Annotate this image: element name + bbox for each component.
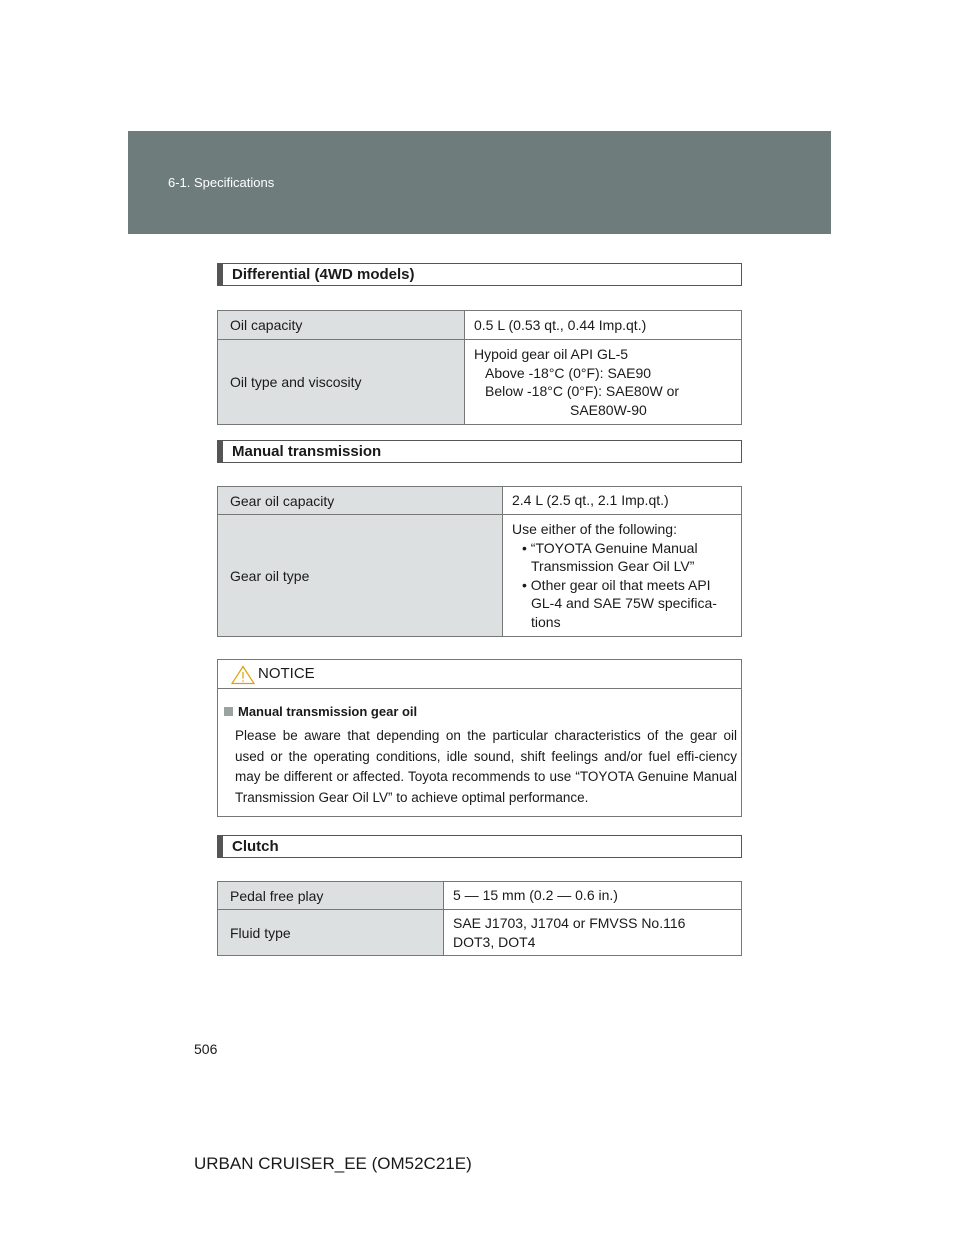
spec-line: SAE80W-90 (570, 401, 647, 418)
manual-transmission-spec-table (217, 486, 742, 637)
document-code: URBAN CRUISER_EE (OM52C21E) (194, 1154, 472, 1173)
spec-value: 5 — 15 mm (0.2 — 0.6 in.) (444, 882, 742, 910)
notice-heading: NOTICE (258, 665, 315, 682)
spec-line: DOT3, DOT4 (453, 933, 536, 950)
bullet-square-icon (224, 707, 233, 716)
spec-label: Oil capacity (218, 311, 465, 340)
table-row (218, 487, 742, 515)
spec-label: Gear oil capacity (218, 487, 503, 515)
warning-triangle-icon (231, 665, 255, 685)
spec-line: Below -18°C (0°F): SAE80W or (485, 383, 680, 399)
table-row (218, 311, 742, 340)
spec-value (503, 515, 742, 637)
table-row (218, 882, 742, 910)
notice-box (217, 659, 742, 817)
spec-value (465, 340, 742, 425)
spec-line: Use either of the following: (512, 521, 677, 537)
page-number: 506 (194, 1041, 218, 1057)
table-row (218, 515, 742, 637)
spec-label: Fluid type (218, 910, 444, 956)
spec-value: 0.5 L (0.53 qt., 0.44 Imp.qt.) (465, 311, 742, 340)
spec-value: 2.4 L (2.5 qt., 2.1 Imp.qt.) (503, 487, 742, 515)
notice-subheading (224, 704, 417, 719)
spec-line: GL-4 and SAE 75W specifica- (531, 595, 717, 611)
notice-subheading-text: Manual transmission gear oil (238, 704, 418, 719)
spec-line: Above -18°C (0°F): SAE90 (485, 364, 652, 381)
spec-line: • Other gear oil that meets API (522, 576, 711, 593)
spec-label: Pedal free play (218, 882, 444, 910)
table-row (218, 910, 742, 956)
section-title-clutch: Clutch (217, 835, 742, 858)
spec-line: Transmission Gear Oil LV” (531, 558, 695, 574)
spec-label: Oil type and viscosity (218, 340, 465, 425)
table-row (218, 340, 742, 425)
section-title-differential: Differential (4WD models) (217, 263, 742, 286)
spec-line: • “TOYOTA Genuine Manual (522, 539, 698, 556)
notice-body: Please be aware that depending on the particular characteristics of the gear oil used or the operating conditions, idle sound, shift feelings and/or fuel effi-ciency may be different or affected. Toyota recommends to use “TOYOTA Genuine Manual Transmission Gear Oil LV” to achieve optimal performance. (235, 728, 737, 805)
page-header (128, 131, 831, 234)
spec-value (444, 910, 742, 956)
spec-label: Gear oil type (218, 515, 503, 637)
breadcrumb: 6-1. Specifications (168, 175, 275, 190)
spec-line: Hypoid gear oil API GL-5 (474, 346, 629, 362)
notice-header (218, 660, 741, 689)
clutch-spec-table (217, 881, 742, 956)
section-title-manual-transmission: Manual transmission (217, 440, 742, 463)
spec-line: tions (531, 613, 561, 630)
differential-spec-table (217, 310, 742, 425)
spec-line: SAE J1703, J1704 or FMVSS No.116 (453, 915, 686, 931)
